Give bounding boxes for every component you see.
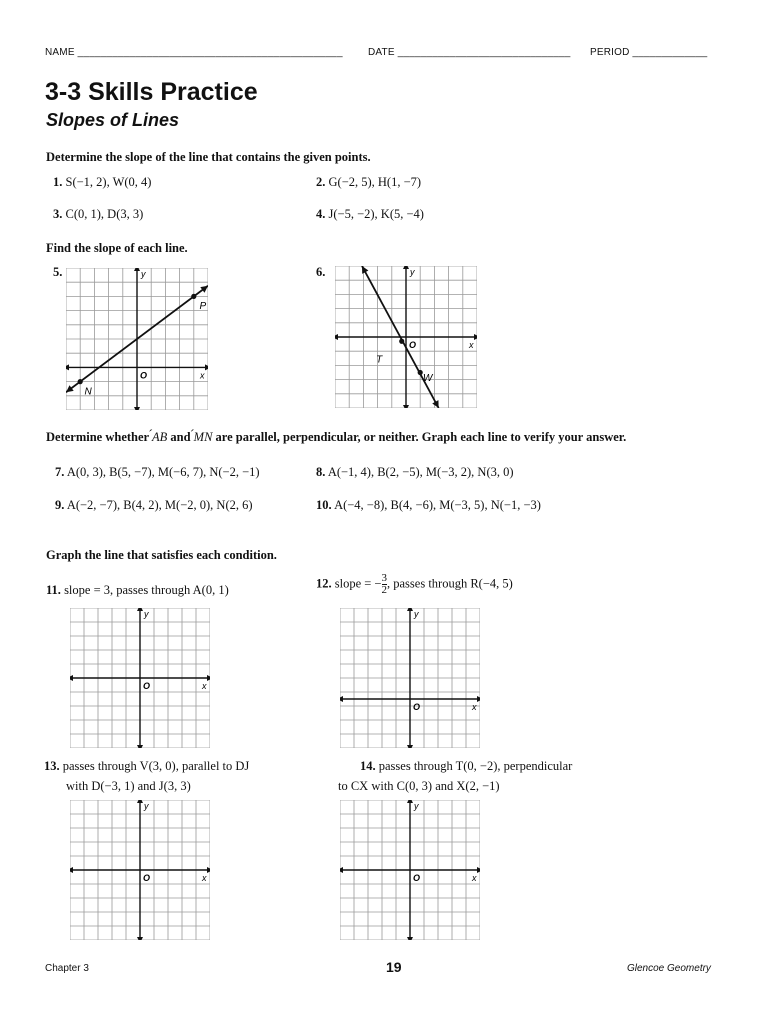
x-axis-arrow [340,867,343,873]
point-w-label: W [423,373,433,385]
x-axis-arrow [66,364,69,370]
problem-text: C(0, 1), D(3, 3) [65,207,144,221]
origin-label: O [140,370,148,381]
point-w [418,370,423,375]
x-axis-label: x [469,340,474,350]
segment-mn [194,430,213,444]
page-title: 3-3 Skills Practice [45,78,258,106]
instruction-find-slope: Find the slope of each line. [46,241,188,255]
y-axis-arrow [407,800,413,803]
problem-number: 10. [316,498,332,512]
y-axis-arrow [137,745,143,748]
x-axis-arrow [207,675,210,681]
instruction-part-a: Determine whether [46,430,149,444]
point-p-label: P [199,301,207,313]
graph-11 [70,608,210,748]
page-subtitle: Slopes of Lines [46,110,180,130]
x-axis-label: x [472,873,477,883]
origin-label: O [413,702,421,712]
y-axis-arrow [137,937,143,940]
y-axis-arrow [407,937,413,940]
y-axis-arrow [403,405,409,408]
y-axis-arrow [137,608,143,611]
page-number: 19 [386,959,402,975]
segment-ab [152,430,167,444]
instruction-slope-points: Determine the slope of the line that contains the given points. [46,150,371,164]
x-axis-arrow [474,334,477,340]
problem-text: A(−1, 4), B(2, −5), M(−3, 2), N(3, 0) [327,465,514,479]
point-t [399,339,404,344]
fraction-denominator: 2 [381,584,387,596]
fraction-numerator: 3 [381,572,387,584]
problem-text: slope = 3, passes through A(0, 1) [64,583,229,597]
problem-3 [53,207,143,222]
date-field: DATE ______________________________ [368,47,571,58]
graph-14 [340,800,480,940]
problem-13 [44,759,249,774]
problem-5-number: 5. [53,265,63,279]
y-axis-label: y [410,267,415,277]
graph-13 [70,800,210,940]
problem-number: 8. [316,465,326,479]
segment-mn-label: MN [193,430,213,444]
x-axis-arrow [335,334,338,340]
instruction-part-b: and [170,430,191,444]
problem-13-line2: with D(−3, 1) and J(3, 3) [66,779,191,793]
problem-1 [53,175,151,190]
problem-text: S(−1, 2), W(0, 4) [65,175,152,189]
graph-5 [66,268,208,410]
problem-11 [46,583,229,598]
x-axis-arrow [205,364,208,370]
y-axis-arrow [403,266,409,269]
problem-number: 13. [44,759,60,773]
point-t-label: T [376,354,383,366]
y-axis-label: y [414,609,419,619]
problem-4 [316,207,424,222]
x-axis-arrow [70,867,73,873]
instruction-graph-line: Graph the line that satisfies each condition. [46,548,277,562]
x-axis-arrow [340,696,343,702]
problem-text: J(−5, −2), K(5, −4) [328,207,424,221]
instruction-parallel-perpendicular [46,430,626,445]
problem-text: G(−2, 5), H(1, −7) [328,175,422,189]
origin-label: O [413,873,421,883]
problem-text: passes through V(3, 0), parallel to DJ [62,759,250,773]
x-axis-arrow [70,675,73,681]
problem-number: 14. [360,759,376,773]
problem-number: 2. [316,175,326,189]
footer-book: Glencoe Geometry [627,963,711,974]
graph-6 [335,266,477,408]
problem-7 [55,465,260,480]
origin-label: O [409,340,417,350]
problem-number: 12. [316,576,332,591]
x-axis-label: x [472,702,477,712]
problem-9 [55,498,253,513]
problem-6-number: 6. [316,265,326,279]
x-axis-arrow [207,867,210,873]
problem-text-b: , passes through R(−4, 5) [387,576,513,591]
problem-14 [360,759,572,774]
problem-10 [316,498,541,513]
y-axis-label: y [414,801,419,811]
problem-number: 9. [55,498,65,512]
y-axis-label: y [144,801,149,811]
problem-number: 11. [46,583,61,597]
segment-ab-label: AB [151,430,168,444]
problem-text-a: slope = − [334,576,382,591]
y-axis-label: y [141,269,146,279]
problem-number: 1. [53,175,63,189]
y-axis-arrow [134,268,140,271]
y-axis-arrow [137,800,143,803]
y-axis-arrow [134,407,140,410]
origin-label: O [143,681,151,691]
instruction-part-c: are parallel, perpendicular, or neither. Graph each line to verify your answer. [215,430,627,444]
x-axis-arrow [477,867,480,873]
name-field: NAME ______________________________________________ [45,47,343,58]
graph-12 [340,608,480,748]
problem-text: A(−4, −8), B(4, −6), M(−3, 5), N(−1, −3) [334,498,541,512]
problem-text: passes through T(0, −2), perpendicular [378,759,573,773]
point-p [191,294,196,299]
point-n [78,379,83,384]
problem-text: A(−2, −7), B(4, 2), M(−2, 0), N(2, 6) [66,498,253,512]
y-axis-arrow [407,608,413,611]
y-axis-arrow [407,745,413,748]
x-axis-arrow [477,696,480,702]
period-field: PERIOD _____________ [590,47,708,58]
y-axis-label: y [144,609,149,619]
footer-chapter: Chapter 3 [45,963,89,974]
x-axis-label: x [202,681,207,691]
x-axis-label: x [202,873,207,883]
x-axis-label: x [200,370,205,381]
problem-number: 3. [53,207,63,221]
problem-text: A(0, 3), B(5, −7), M(−6, 7), N(−2, −1) [66,465,260,479]
problem-14-line2: to CX with C(0, 3) and X(2, −1) [338,779,500,793]
origin-label: O [143,873,151,883]
point-n-label: N [84,386,92,398]
problem-number: 7. [55,465,65,479]
problem-8 [316,465,514,480]
problem-12 [316,573,513,596]
problem-number: 4. [316,207,326,221]
problem-2 [316,175,421,190]
